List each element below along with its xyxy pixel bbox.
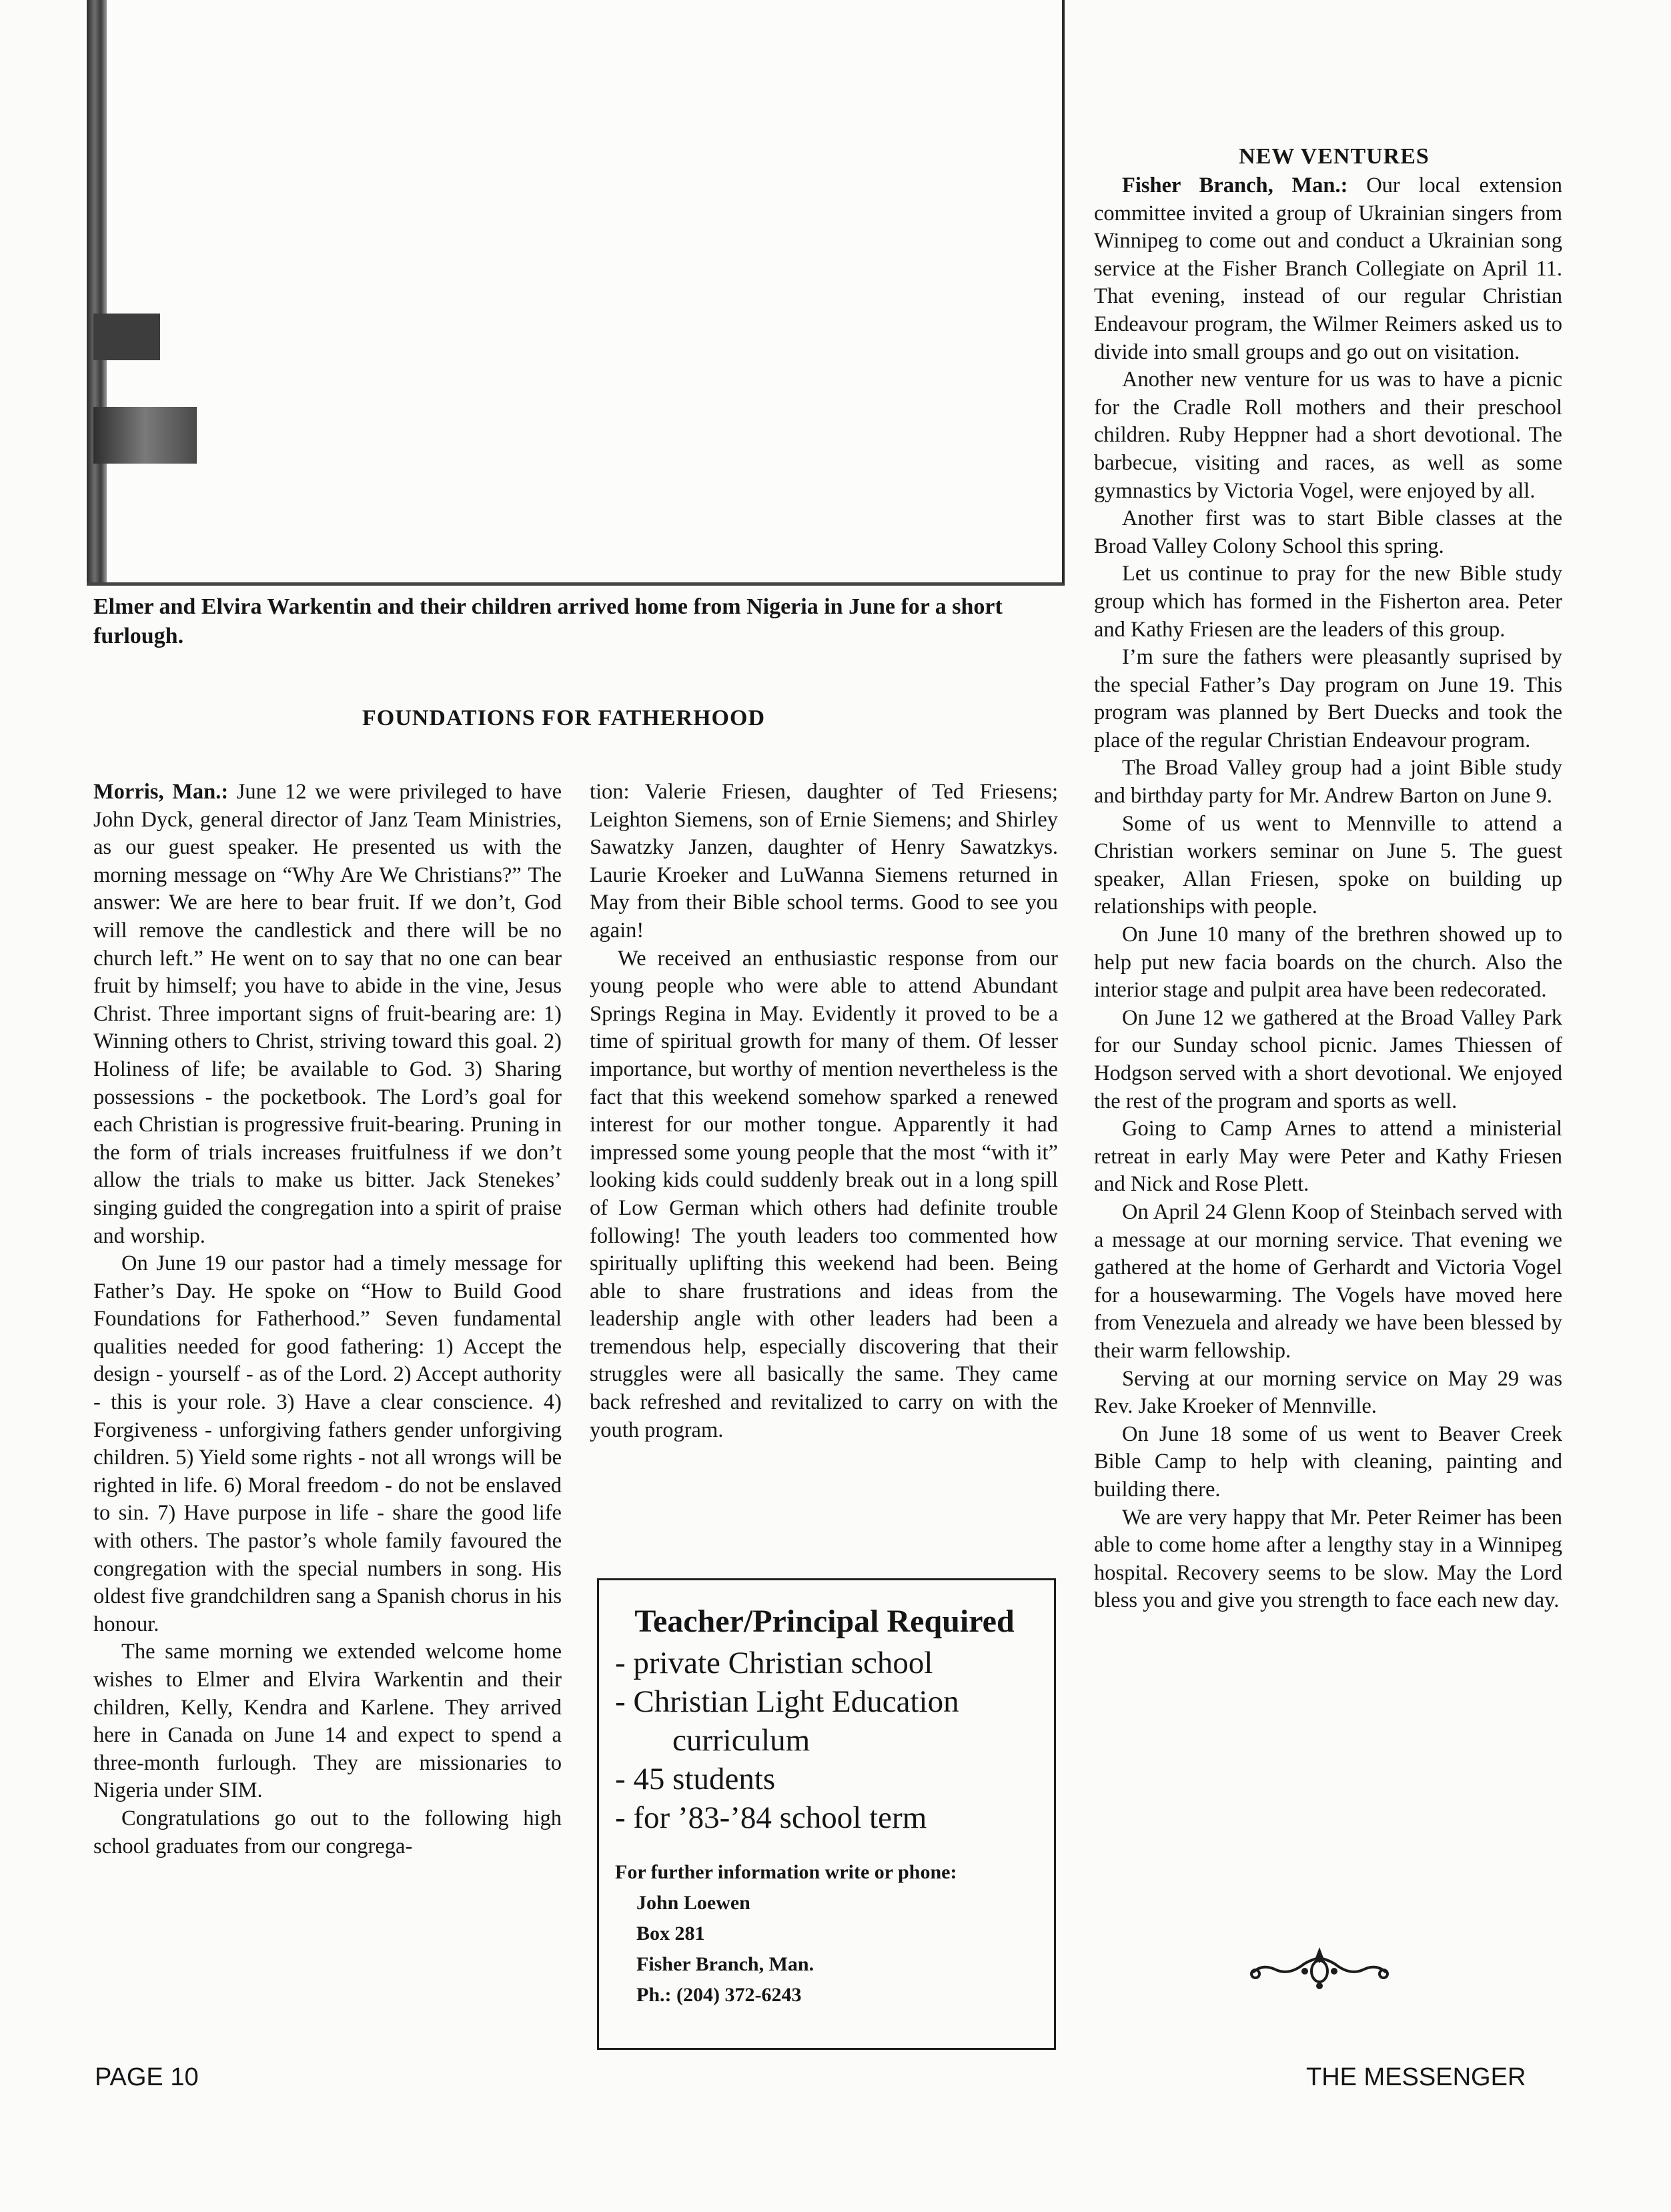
page-number: PAGE 10 (95, 2063, 199, 2091)
paragraph: On June 12 we gathered at the Broad Valley Park for our Sunday school picnic. James Thiessen of Hodgson served with a short devotional. We enjoyed the rest of the program and sports as well. (1094, 1005, 1562, 1113)
ad-title: Teacher/Principal Required (634, 1604, 1015, 1639)
ornament-icon (1246, 1945, 1393, 1991)
ad-item: - for ’83-’84 school term (615, 1800, 927, 1835)
ad-item: - 45 students (615, 1762, 776, 1796)
paragraph: Going to Camp Arnes to attend a ministerial retreat in early May were Peter and Kathy Friesen and Nick and Rose Plett. (1094, 1117, 1562, 1197)
paragraph: On June 18 some of us went to Beaver Creek Bible Camp to help with cleaning, painting and building there. (1094, 1422, 1562, 1502)
ad-info: For further information write or phone: (615, 1861, 957, 1883)
ad-contact-name: John Loewen (636, 1892, 750, 1914)
photo-edge (87, 0, 107, 582)
paragraph: Some of us went to Mennville to attend a Christian workers seminar on June 5. The guest speaker, Allan Friesen, spoke on building up relationships with people. (1094, 811, 1562, 919)
photo (87, 0, 1065, 586)
paragraph: I’m sure the fathers were pleasantly suprised by the special Father’s Day program on June 19. This program was planned by Bert Duecks and took the place of the regular Christian Endeavour program. (1094, 645, 1562, 752)
dateline: Fisher Branch, Man.: (1122, 173, 1348, 197)
article-title-new-ventures: NEW VENTURES (1239, 144, 1430, 169)
ad-contact-phone: Ph.: (204) 372-6243 (636, 1984, 802, 2006)
ad-item: - Christian Light Education (615, 1684, 959, 1719)
paragraph: We received an enthusiastic response from our young people who were able to attend Abundant Springs Regina in May. Evidently it proved to be a time of spiritual growth for many of them. Of lesser importance, but worthy of mention nevertheless is the fact that this weekend somehow sparked a renewed interest for our mother tongue. Apparently it had impressed some young people that the most “with it” looking kids could suddenly break out in a long spill of Low German which others had definite trouble following! The youth leaders too commented how spiritually uplifting this weekend had been. Being able to share frustrations and ideas from the leadership angle with other leaders had been a tremendous help, especially discovering that their struggles were all basically the same. They came back refreshed and revitalized to carry on with the youth program. (590, 946, 1058, 1442)
ad-item: curriculum (672, 1723, 810, 1758)
article-column-3 (1094, 172, 1562, 1615)
paragraph: tion: Valerie Friesen, daughter of Ted Friesens; Leighton Siemens, son of Ernie Siemens; and Shirley Sawatzky Janzen, daughter of Henry Sawatzkys. Laurie Kroeker and LuWanna Siemens returned in May from their Bible school terms. Good to see you again! (590, 780, 1058, 943)
paragraph: Let us continue to pray for the new Bible study group which has formed in the Fisherton area. Peter and Kathy Friesen are the leaders of this group. (1094, 562, 1562, 642)
photo-caption: Elmer and Elvira Warkentin and their children arrived home from Nigeria in June for a short furlough. (93, 594, 1003, 648)
paragraph: Fisher Branch, Man.: Our local extension committee invited a group of Ukrainian singers from Winnipeg to come out and conduct a Ukrainian song service at the Fisher Branch Collegiate on April 11. That evening, instead of our regular Christian Endeavour program, the Wilmer Reimers asked us to divide into small groups and go out on visitation. (1094, 173, 1562, 364)
paragraph: Serving at our morning service on May 29 was Rev. Jake Kroeker of Mennville. (1094, 1366, 1562, 1419)
publication-name: THE MESSENGER (1306, 2063, 1526, 2091)
article-title-fatherhood: FOUNDATIONS FOR FATHERHOOD (362, 706, 766, 730)
photo-fragment (93, 314, 160, 360)
classified-ad (597, 1578, 1056, 2050)
paragraph: The Broad Valley group had a joint Bible study and birthday party for Mr. Andrew Barton on June 9. (1094, 756, 1562, 808)
paragraph: We are very happy that Mr. Peter Reimer has been able to come home after a lengthy stay in a Winnipeg hospital. Recovery seems to be slow. May the Lord bless you and give you strength to face each new day. (1094, 1505, 1562, 1613)
paragraph: The same morning we extended welcome home wishes to Elmer and Elvira Warkentin and their children, Kelly, Kendra and Karlene. They arrived here in Canada on June 14 and expect to spend a three-month furlough. They are missionaries to Nigeria under SIM. (93, 1640, 562, 1803)
article-column-1 (93, 778, 562, 1860)
ad-contact-town: Fisher Branch, Man. (636, 1953, 814, 1975)
paragraph: On June 19 our pastor had a timely message for Father’s Day. He spoke on “How to Build Good Foundations for Fatherhood.” Seven fundamental qualities needed for good fathering: 1) Accept the design - yourself - as of the Lord. 2) Accept authority - this is your role. 3) Have a clear conscience. 4) Forgiveness - unforgiving fathers gender unforgiving children. 5) Yield some rights - not all wrongs will be righted in life. 6) Moral freedom - do not be enslaved to sin. 7) Have purpose in life - share the good life with others. The pastor’s whole family favoured the congregation with the special numbers in song. His oldest five grandchildren sang a Spanish chorus in his honour. (93, 1251, 562, 1636)
photo-fragment (93, 407, 197, 464)
ad-item: - private Christian school (615, 1646, 933, 1680)
paragraph: Congratulations go out to the following high school graduates from our congrega- (93, 1806, 562, 1858)
dateline: Morris, Man.: (93, 780, 229, 804)
paragraph: Another first was to start Bible classes at the Broad Valley Colony School this spring. (1094, 506, 1562, 558)
article-column-2 (590, 778, 1058, 1444)
paragraph: On June 10 many of the brethren showed up to help put new facia boards on the church. Also the interior stage and pulpit area have been redecorated. (1094, 923, 1562, 1003)
paragraph: Morris, Man.: June 12 we were privileged to have John Dyck, general director of Janz Team Ministries, as our guest speaker. He presented us with the morning message on “Why Are We Christians?” The answer: We are here to bear fruit. If we don’t, God will remove the candlestick and there will be no church left.” He went on to say that no one can bear fruit by himself; you have to abide in the vine, Jesus Christ. Three important signs of fruit-bearing are: 1) Winning others to Christ, striving toward this goal. 2) Holiness of life; be available to God. 3) Sharing possessions - the pocketbook. The Lord’s goal for each Christian is progressive fruit-bearing. Pruning in the form of trials increases fruitfulness if we don’t allow the trials to make us bitter. Jack Stenekes’ singing guided the congregation into a spirit of praise and worship. (93, 780, 562, 1248)
paragraph: Another new venture for us was to have a picnic for the Cradle Roll mothers and their preschool children. Ruby Heppner had a short devotional. The barbecue, visiting and races, as well as some gymnastics by Victoria Vogel, were enjoyed by all. (1094, 368, 1562, 503)
ad-contact-box: Box 281 (636, 1922, 705, 1945)
paragraph: On April 24 Glenn Koop of Steinbach served with a message at our morning service. That evening we gathered at the home of Gerhardt and Victoria Vogel for a housewarming. The Vogels have moved here from Venezuela and already we have been blessed by their warm fellowship. (1094, 1199, 1562, 1363)
